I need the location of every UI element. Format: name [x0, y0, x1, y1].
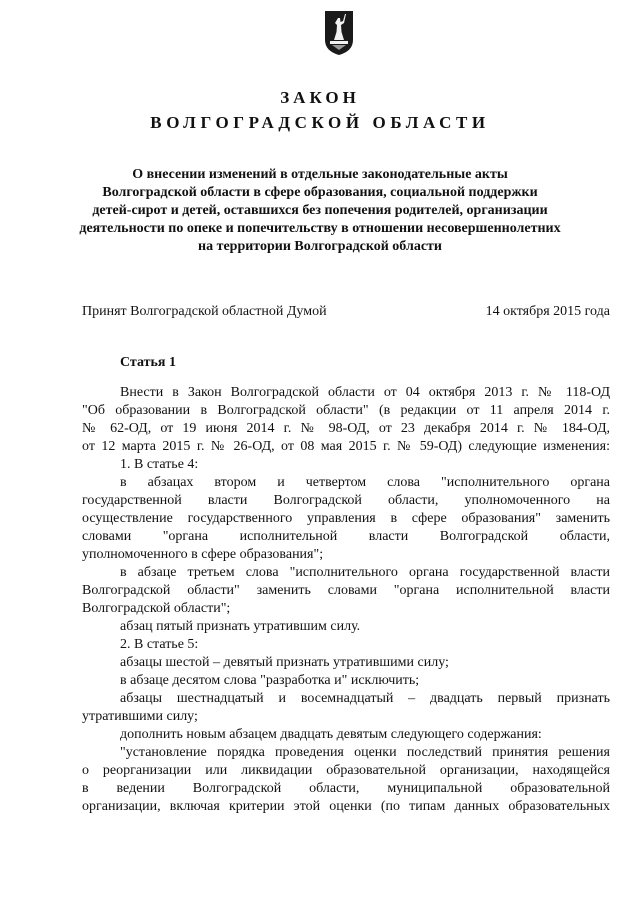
body-text-line: абзац пятый признать утратившим силу.: [120, 619, 361, 634]
adopted-by: Принят Волгоградской областной Думой: [82, 304, 327, 319]
body-text-line: в абзацах втором и четвертом слова "исполнительного органа: [120, 475, 610, 490]
subject-line: деятельности по опеке и попечительству в отношении несовершеннолетних: [79, 221, 561, 236]
coat-of-arms-icon: [324, 10, 354, 56]
body-text-line: дополнить новым абзацем двадцать девятым следующего содержания:: [120, 727, 542, 742]
body-text-line: "установление порядка проведения оценки последствий принятия решения: [120, 745, 610, 760]
body-text-line: утратившими силу;: [82, 709, 198, 724]
body-text-line: словами "органа исполнительной власти Волгоградской области,: [82, 529, 610, 544]
document-title: ЗАКОН: [280, 88, 360, 107]
body-text-line: "Об образовании в Волгоградской области" (в редакции от 11 апреля 2014 г.: [82, 403, 610, 418]
body-text-line: Волгоградской области";: [82, 601, 231, 616]
body-text-line: организации, включая критерии этой оценки (по типам данных образовательных: [82, 799, 610, 814]
body-text-line: абзацы шестой – девятый признать утратившими силу;: [120, 655, 449, 670]
article-body: [82, 384, 610, 816]
article-heading: Статья 1: [120, 355, 176, 370]
body-text-line: осуществление государственного управления в сфере образования" заменить: [82, 511, 610, 526]
body-text-line: о реорганизации или ликвидации образовательной организации, находящейся: [82, 763, 610, 778]
adoption-line: [82, 304, 610, 320]
body-text-line: государственной власти Волгоградской области, уполномоченного на: [82, 493, 610, 508]
body-text-line: от 12 марта 2015 г. № 26-ОД, от 08 мая 2015 г. № 59-ОД) следующие изменения:: [82, 439, 610, 454]
document-region-title: ВОЛГОГРАДСКОЙ ОБЛАСТИ: [150, 113, 490, 132]
subject-line: детей-сирот и детей, оставшихся без попечения родителей, организации: [92, 203, 548, 218]
body-text-line: в абзаце третьем слова "исполнительного органа государственной власти: [120, 565, 610, 580]
subject-line: на территории Волгоградской области: [198, 239, 442, 254]
body-text-line: в ведении Волгоградской области, муниципальной образовательной: [82, 781, 610, 796]
body-text-line: уполномоченного в сфере образования";: [82, 547, 324, 562]
body-text-line: Волгоградской области" заменить словами "органа исполнительной власти: [82, 583, 610, 598]
body-text-line: Внести в Закон Волгоградской области от 04 октября 2013 г. № 118-ОД: [120, 385, 610, 400]
subject-line: О внесении изменений в отдельные законодательные акты: [132, 167, 508, 182]
body-text-line: в абзаце десятом слова "разработка и" исключить;: [120, 673, 420, 688]
body-text-line: абзацы шестнадцатый и восемнадцатый – двадцать первый признать: [120, 691, 610, 706]
subject-line: Волгоградской области в сфере образования, социальной поддержки: [102, 185, 538, 200]
body-text-line: № 62-ОД, от 19 июня 2014 г. № 98-ОД, от 23 декабря 2014 г. № 184-ОД,: [82, 421, 610, 436]
law-subject: [70, 166, 570, 256]
body-text-line: 2. В статье 5:: [120, 637, 199, 652]
adoption-date: 14 октября 2015 года: [485, 304, 610, 319]
body-text-line: 1. В статье 4:: [120, 457, 199, 472]
